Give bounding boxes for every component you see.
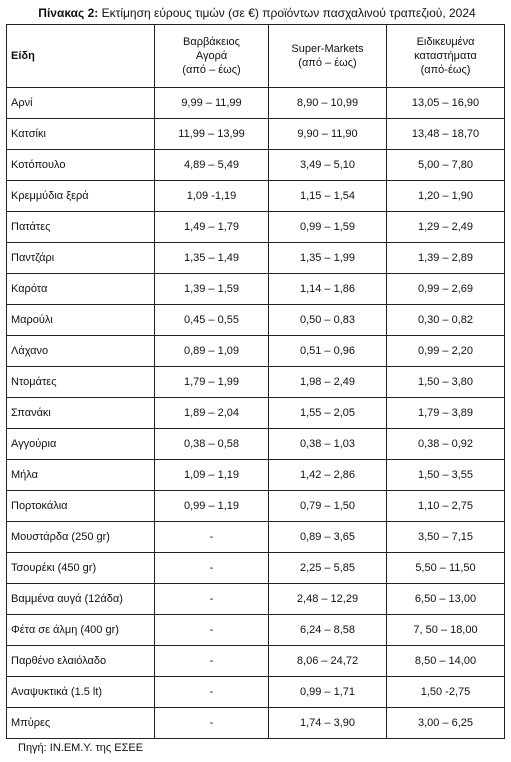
price-range-cell: 3,49 – 5,10 bbox=[269, 150, 387, 181]
price-range-cell: 3,50 – 7,15 bbox=[387, 522, 505, 553]
price-range-cell: 0,38 – 0,92 bbox=[387, 429, 505, 460]
table-row bbox=[7, 88, 505, 119]
header-line: Ειδικευμένα bbox=[416, 36, 475, 48]
price-range-cell: 1,15 – 1,54 bbox=[269, 181, 387, 212]
header-supermarkets bbox=[269, 25, 387, 88]
price-range-cell: 9,99 – 11,99 bbox=[155, 88, 269, 119]
price-range-cell: - bbox=[155, 708, 269, 739]
price-range-cell: 1,09 -1,19 bbox=[155, 181, 269, 212]
price-range-cell: 1,89 – 2,04 bbox=[155, 398, 269, 429]
header-line: (από-έως) bbox=[420, 64, 471, 76]
item-name-cell: Πορτοκάλια bbox=[7, 491, 155, 522]
price-range-cell: 3,00 – 6,25 bbox=[387, 708, 505, 739]
header-varvakeios bbox=[155, 25, 269, 88]
price-range-cell: 1,35 – 1,49 bbox=[155, 243, 269, 274]
price-range-cell: - bbox=[155, 646, 269, 677]
price-range-cell: 6,24 – 8,58 bbox=[269, 615, 387, 646]
price-range-cell: 1,50 – 3,55 bbox=[387, 460, 505, 491]
header-line: (από – έως) bbox=[182, 64, 241, 76]
price-range-cell: 1,42 – 2,86 bbox=[269, 460, 387, 491]
price-range-cell: 6,50 – 13,00 bbox=[387, 584, 505, 615]
price-range-cell: 0,45 – 0,55 bbox=[155, 305, 269, 336]
header-line: Βαρβάκειος bbox=[183, 36, 240, 48]
item-name-cell: Τσουρέκι (450 gr) bbox=[7, 553, 155, 584]
item-name-cell: Αρνί bbox=[7, 88, 155, 119]
caption-text: Εκτίμηση εύρους τιμών (σε €) προϊόντων πασχαλινού τραπεζιού, 2024 bbox=[101, 6, 476, 20]
item-name-cell: Μουστάρδα (250 gr) bbox=[7, 522, 155, 553]
item-name-cell: Παρθένο ελαιόλαδο bbox=[7, 646, 155, 677]
item-name-cell: Μήλα bbox=[7, 460, 155, 491]
table-row bbox=[7, 491, 505, 522]
table-row bbox=[7, 274, 505, 305]
table-row bbox=[7, 336, 505, 367]
table-row bbox=[7, 708, 505, 739]
table-row bbox=[7, 460, 505, 491]
table-row bbox=[7, 677, 505, 708]
table-row bbox=[7, 243, 505, 274]
price-range-cell: 1,20 – 1,90 bbox=[387, 181, 505, 212]
item-name-cell: Βαμμένα αυγά (12άδα) bbox=[7, 584, 155, 615]
item-name-cell: Κατσίκι bbox=[7, 119, 155, 150]
price-range-cell: 11,99 – 13,99 bbox=[155, 119, 269, 150]
source-note: Πηγή: ΙΝ.ΕΜ.Υ. της ΕΣΕΕ bbox=[18, 742, 144, 754]
item-name-cell: Ντομάτες bbox=[7, 367, 155, 398]
item-name-cell: Μπύρες bbox=[7, 708, 155, 739]
price-range-cell: 8,90 – 10,99 bbox=[269, 88, 387, 119]
price-range-cell: 1,09 – 1,19 bbox=[155, 460, 269, 491]
header-items bbox=[7, 25, 155, 88]
price-range-cell: 2,48 – 12,29 bbox=[269, 584, 387, 615]
table-row bbox=[7, 429, 505, 460]
price-range-cell: 1,29 – 2,49 bbox=[387, 212, 505, 243]
item-name-cell: Αναψυκτικά (1.5 lt) bbox=[7, 677, 155, 708]
price-table bbox=[6, 24, 505, 739]
table-row bbox=[7, 615, 505, 646]
price-range-cell: 0,99 – 2,20 bbox=[387, 336, 505, 367]
price-range-cell: 1,74 – 3,90 bbox=[269, 708, 387, 739]
item-name-cell: Παντζάρι bbox=[7, 243, 155, 274]
price-range-cell: 1,39 – 1,59 bbox=[155, 274, 269, 305]
header-line: Είδη bbox=[11, 50, 35, 62]
price-range-cell: 7, 50 – 18,00 bbox=[387, 615, 505, 646]
table-row bbox=[7, 646, 505, 677]
price-range-cell: 0,99 – 1,19 bbox=[155, 491, 269, 522]
price-range-cell: 9,90 – 11,90 bbox=[269, 119, 387, 150]
price-range-cell: 0,99 – 1,71 bbox=[269, 677, 387, 708]
price-range-cell: - bbox=[155, 677, 269, 708]
table-caption bbox=[6, 4, 508, 22]
price-range-cell: 13,05 – 16,90 bbox=[387, 88, 505, 119]
item-name-cell: Λάχανο bbox=[7, 336, 155, 367]
price-range-cell: 1,10 – 2,75 bbox=[387, 491, 505, 522]
item-name-cell: Μαρούλι bbox=[7, 305, 155, 336]
price-range-cell: - bbox=[155, 553, 269, 584]
item-name-cell: Καρότα bbox=[7, 274, 155, 305]
price-range-cell: 0,79 – 1,50 bbox=[269, 491, 387, 522]
price-range-cell: 13,48 – 18,70 bbox=[387, 119, 505, 150]
table-row bbox=[7, 305, 505, 336]
header-specialized-stores bbox=[387, 25, 505, 88]
price-range-cell: - bbox=[155, 522, 269, 553]
price-range-cell: 1,50 -2,75 bbox=[387, 677, 505, 708]
price-range-cell: 0,89 – 1,09 bbox=[155, 336, 269, 367]
header-line: Αγορά bbox=[195, 50, 228, 62]
price-range-cell: 1,50 – 3,80 bbox=[387, 367, 505, 398]
table-body bbox=[7, 88, 505, 739]
caption-label: Πίνακας 2: bbox=[38, 6, 99, 20]
price-range-cell: 5,00 – 7,80 bbox=[387, 150, 505, 181]
price-range-cell: 5,50 – 11,50 bbox=[387, 553, 505, 584]
price-range-cell: 0,51 – 0,96 bbox=[269, 336, 387, 367]
price-range-cell: 2,25 – 5,85 bbox=[269, 553, 387, 584]
price-range-cell: 0,50 – 0,83 bbox=[269, 305, 387, 336]
item-name-cell: Πατάτες bbox=[7, 212, 155, 243]
item-name-cell: Κρεμμύδια ξερά bbox=[7, 181, 155, 212]
price-range-cell: 1,14 – 1,86 bbox=[269, 274, 387, 305]
price-range-cell: 1,79 – 3,89 bbox=[387, 398, 505, 429]
header-line: καταστήματα bbox=[414, 50, 477, 62]
table-row bbox=[7, 522, 505, 553]
header-line: (από – έως) bbox=[298, 57, 357, 69]
table-row bbox=[7, 212, 505, 243]
header-line: Super-Markets bbox=[291, 43, 364, 55]
price-range-cell: 1,39 – 2,89 bbox=[387, 243, 505, 274]
table-header-row bbox=[7, 25, 505, 88]
table-row bbox=[7, 398, 505, 429]
price-range-cell: 1,55 – 2,05 bbox=[269, 398, 387, 429]
item-name-cell: Σπανάκι bbox=[7, 398, 155, 429]
table-row bbox=[7, 119, 505, 150]
price-range-cell: 8,50 – 14,00 bbox=[387, 646, 505, 677]
price-range-cell: 1,49 – 1,79 bbox=[155, 212, 269, 243]
table-row bbox=[7, 150, 505, 181]
price-range-cell: 0,99 – 2,69 bbox=[387, 274, 505, 305]
price-range-cell: 1,35 – 1,99 bbox=[269, 243, 387, 274]
table-row bbox=[7, 553, 505, 584]
price-range-cell: 0,38 – 1,03 bbox=[269, 429, 387, 460]
price-range-cell: - bbox=[155, 615, 269, 646]
price-range-cell: 1,79 – 1,99 bbox=[155, 367, 269, 398]
item-name-cell: Κοτόπουλο bbox=[7, 150, 155, 181]
price-range-cell: 0,30 – 0,82 bbox=[387, 305, 505, 336]
price-range-cell: 0,99 – 1,59 bbox=[269, 212, 387, 243]
price-range-cell: - bbox=[155, 584, 269, 615]
table-row bbox=[7, 367, 505, 398]
table-row bbox=[7, 584, 505, 615]
price-range-cell: 0,38 – 0,58 bbox=[155, 429, 269, 460]
item-name-cell: Φέτα σε άλμη (400 gr) bbox=[7, 615, 155, 646]
price-range-cell: 8,06 – 24,72 bbox=[269, 646, 387, 677]
price-range-cell: 0,89 – 3,65 bbox=[269, 522, 387, 553]
table-row bbox=[7, 181, 505, 212]
price-range-cell: 1,98 – 2,49 bbox=[269, 367, 387, 398]
price-range-cell: 4,89 – 5,49 bbox=[155, 150, 269, 181]
item-name-cell: Αγγούρια bbox=[7, 429, 155, 460]
